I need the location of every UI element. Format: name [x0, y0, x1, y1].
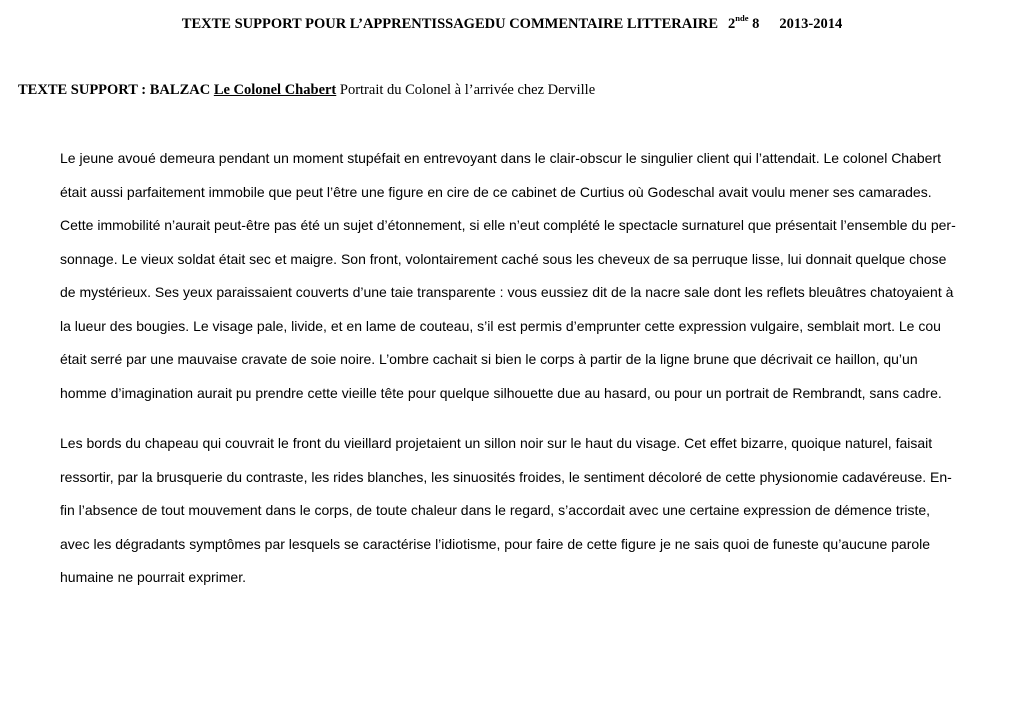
header-title: TEXTE SUPPORT POUR L’APPRENTISSAGEDU COMMENTAIRE LITTERAIRE	[181, 15, 718, 32]
support-subtitle: Portrait du Colonel à l’arrivée chez Derville	[339, 82, 596, 98]
text-line: Cette immobilité n’aurait peut-être pas été un sujet d’étonnement, si elle n’eut complété le spectacle surnaturel que présentait l’ensemble du per-	[60, 217, 956, 233]
text-line: était aussi parfaitement immobile que peut l’être une figure en cire de ce cabinet de Curtius où Godeschal avait voulu mener ses camarades.	[60, 183, 932, 200]
support-heading	[18, 82, 595, 99]
document-header	[0, 14, 1024, 33]
text-line: avec les dégradants symptômes par lesquels se caractérise l’idiotisme, pour faire de cette figure je ne sais quoi de funeste qu’aucune parole	[60, 535, 931, 552]
header-class: 2nde 8	[728, 13, 760, 32]
text-line: ressortir, par la brusquerie du contraste, les rides blanches, les sinuosités froides, le sentiment décoloré de cette physionomie cadavéreuse. En-	[60, 468, 952, 485]
text-line: la lueur des bougies. Le visage pale, livide, et en lame de couteau, s’il est permis d’emprunter cette expression vulgaire, semblait mort. Le cou	[60, 317, 941, 334]
support-label: TEXTE SUPPORT : BALZAC	[18, 82, 211, 98]
header-year: 2013-2014	[779, 15, 843, 32]
text-line: de mystérieux. Ses yeux paraissaient couverts d’une taie transparente : vous eussiez dit de la nacre sale dont les reflets bleuâtres chatoyaient à	[60, 284, 954, 300]
work-title: Le Colonel Chabert	[213, 82, 337, 98]
text-line: Les bords du chapeau qui couvrait le front du vieillard projetaient un sillon noir sur le haut du visage. Cet effet bizarre, quoique naturel, faisait	[60, 435, 933, 451]
text-line: fin l’absence de tout mouvement dans le corps, de toute chaleur dans le regard, s’accordait avec une certaine expression de démence triste,	[60, 502, 931, 518]
text-line: Le jeune avoué demeura pendant un moment stupéfait en entrevoyant dans le clair-obscur le singulier client qui l’attendait. Le colonel Chabert	[60, 150, 941, 166]
text-line: sonnage. Le vieux soldat était sec et maigre. Son front, volontairement caché sous les cheveux de sa perruque lisse, lui donnait quelque chose	[60, 250, 947, 267]
text-line: homme d’imagination aurait pu prendre cette vieille tête pour quelque silhouette due au hasard, ou pour un portrait de Rembrandt, sans cadre.	[60, 384, 942, 401]
text-line: était serré par une mauvaise cravate de soie noire. L’ombre cachait si bien le corps à partir de la ligne brune que décrivait ce haillon, qu’un	[60, 351, 918, 367]
text-line: humaine ne pourrait exprimer.	[60, 569, 246, 585]
